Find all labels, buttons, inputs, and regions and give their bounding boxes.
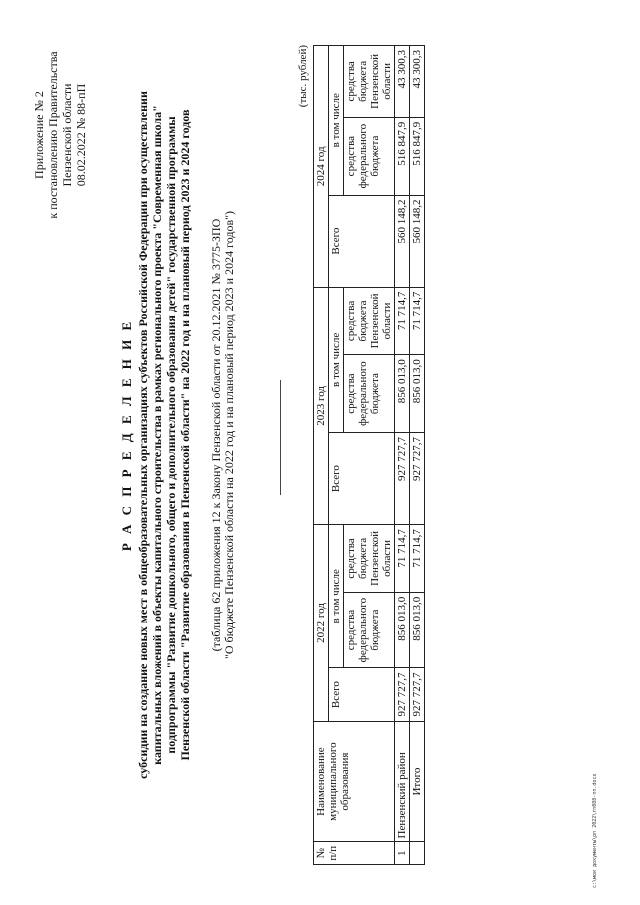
title-line: капитальных вложений в объекты капитального строительства в рамках регионального проекта "Современная школа" [150,105,164,765]
table-row-total [410,46,425,865]
file-path-footer [592,773,602,888]
header-federal-2022: средства федерального бюджета [344,592,395,668]
reference-note [210,45,236,825]
cell-value: 560 148,2 [395,195,410,287]
appendix-date: 08.02.2022 № 88-пП [74,83,88,187]
cell-value: 516 847,9 [395,117,410,195]
header-federal-2023: средства федерального бюджета [344,355,395,433]
cell-value: 43 300,3 [410,46,425,118]
header-regional-2022: средства бюджета Пензенской области [344,525,395,593]
landscape-sheet [10,25,630,885]
cell-value: 516 847,9 [410,117,425,195]
cell-name: Итого [410,721,425,842]
cell-value: 71 714,7 [395,525,410,593]
header-including-2022: в том числе [329,525,344,668]
cell-value: 856 013,0 [410,592,425,668]
header-year-2022: 2022 год [314,525,329,722]
cell-value: 927 727,7 [410,433,425,525]
file-path-text: c:\мои документы\рп 2022\rn088-пп.docx [592,773,598,888]
note-line: "О бюджете Пензенской области на 2022 год и на плановый период 2023 и 2024 годов") [222,210,236,660]
cell-value: 856 013,0 [395,592,410,668]
header-total-2024: Всего [329,195,395,287]
distribution-table [313,45,425,865]
cell-value: 71 714,7 [410,525,425,593]
header-including-2024: в том числе [329,46,344,196]
title-heading: Р А С П Р Е Д Е Л Е Н И Е [119,318,134,552]
document-title [120,45,192,825]
note-line: (таблица 62 приложения 12 к Закону Пензенской области от 20.12.2021 № 3775-ЗПО [209,218,223,652]
header-year-2023: 2023 год [314,287,329,524]
header-year-2024: 2024 год [314,46,329,288]
title-line: субсидии на создание новых мест в общеобразовательных организациях субъектов Российской Федерации при осуществлении [136,91,150,779]
header-regional-2024: средства бюджета Пензенской области [344,46,395,118]
header-num: № п/п [314,842,395,865]
cell-value: 927 727,7 [410,668,425,721]
table-row [395,46,410,865]
cell-value: 927 727,7 [395,433,410,525]
appendix-line: Пензенской области [60,83,74,187]
appendix-line: Приложение № 2 [32,91,46,179]
cell-value: 43 300,3 [395,46,410,118]
cell-value: 71 714,7 [410,287,425,355]
cell-value: 560 148,2 [410,195,425,287]
cell-name: Пензенский район [395,721,410,842]
cell-num [410,842,425,865]
header-federal-2024: средства федерального бюджета [344,117,395,195]
appendix-line: к постановлению Правительства [46,51,60,219]
cell-num: 1 [395,842,410,865]
cell-value: 856 013,0 [395,355,410,433]
units-label: (тыс. рублей) [297,45,309,108]
separator-line [280,380,281,495]
header-regional-2023: средства бюджета Пензенской области [344,287,395,355]
header-name: Наименование муниципального образования [314,721,395,842]
header-total-2022: Всего [329,668,395,721]
cell-value: 71 714,7 [395,287,410,355]
appendix-block [32,35,88,235]
cell-value: 927 727,7 [395,668,410,721]
header-including-2023: в том числе [329,287,344,432]
cell-value: 856 013,0 [410,355,425,433]
header-total-2023: Всего [329,433,395,525]
title-line: Пензенской области "Развитие образования в Пензенской области" на 2022 год и на плановый период 2023 и 2024 годов [178,109,192,761]
title-line: подпрограммы "Развитие дошкольного, общего и дополнительного образования детей" государственной программы [164,116,178,754]
